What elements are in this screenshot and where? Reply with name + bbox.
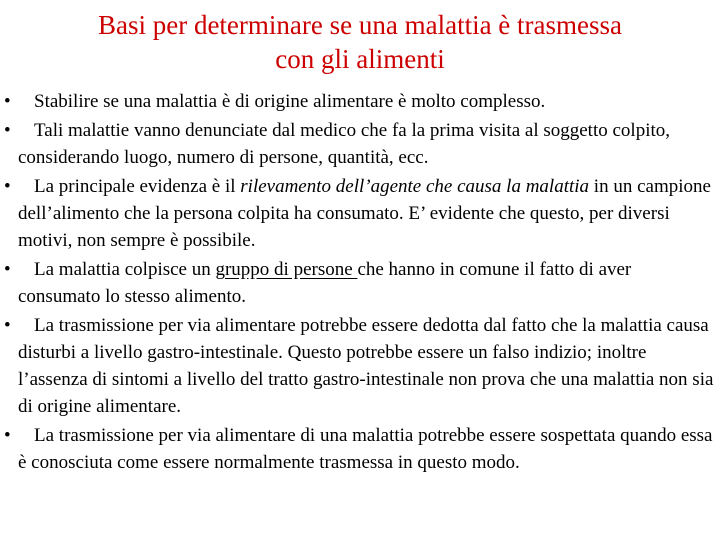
bullet-text-underlined: gruppo di persone [215,259,358,280]
bullet-text: Tali malattie vanno denunciate dal medico che fa la prima visita al soggetto colpito, considerando luogo, numero di persone, quantità, ecc. [18,120,671,168]
bullet-text: La trasmissione per via alimentare di una malattia potrebbe essere sospettata quando essa è conosciuta come essere normalmente trasmessa in questo modo. [18,425,713,473]
bullet-item-2 [0,117,720,171]
bullet-list [0,88,720,476]
bullet-text-end: in un campione dell’alimento che la persona colpita ha consumato. E’ evidente che questo, per diversi motivi, non sempre è possibile. [18,176,711,251]
bullet-item-1 [0,88,720,115]
bullet-item-3 [0,173,720,254]
bullet-text: Stabilire se una malattia è di origine alimentare è molto complesso. [34,91,546,112]
bullet-icon: • [4,315,11,336]
bullet-icon: • [4,176,11,197]
bullet-item-6 [0,422,720,476]
bullet-text-start: La principale evidenza è il [34,176,241,197]
bullet-icon: • [4,120,11,141]
bullet-text-italic: rilevamento dell’agente che causa la malattia [240,176,590,197]
slide-title-line-2: con gli alimenti [275,44,445,74]
bullet-text-end: che hanno in comune il fatto di aver consumato lo stesso alimento. [18,259,632,307]
bullet-text: La trasmissione per via alimentare potrebbe essere dedotta dal fatto che la malattia causa disturbi a livello gastro-intestinale. Questo potrebbe essere un falso indizio; inoltre l’assenza di sintomi a livello del tratto gastro-intestinale non prova che una malattia non sia di origine alimentare. [18,315,714,417]
bullet-icon: • [4,425,11,446]
slide-title-line-1: Basi per determinare se una malattia è trasmessa [97,10,623,40]
bullet-item-4 [0,256,720,310]
bullet-icon: • [4,259,11,280]
bullet-item-5 [0,312,720,420]
slide-title [20,8,700,76]
bullet-text-start: La malattia colpisce un [34,259,216,280]
bullet-icon: • [4,91,11,112]
